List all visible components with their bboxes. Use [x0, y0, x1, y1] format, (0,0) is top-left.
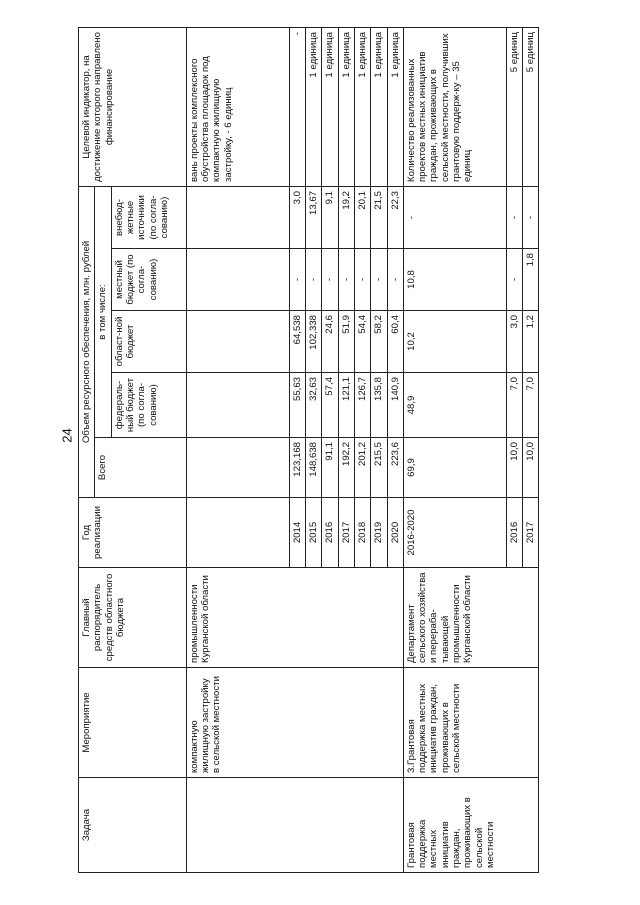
extra-cell: 22,3 [387, 186, 403, 248]
regional-cell: 64,538 [289, 311, 305, 373]
total-cell: 201,2 [354, 438, 370, 498]
federal-cell: 121,1 [338, 373, 354, 438]
measure-cell: 3.Грантовая поддержка местных инициатив граждан, проживающих в сельской местности [403, 668, 539, 778]
local-cell: - [387, 249, 403, 311]
local-cell: - [506, 249, 522, 311]
header-funding: Объем ресурсного обеспечения, млн. рублей [79, 186, 95, 497]
total-cell: 10,0 [506, 438, 522, 498]
total-cell: 69,9 [403, 438, 506, 498]
manager-cell: Департамент сельского хозяйства и перераба-тывающей промышленности Курганской области [403, 568, 539, 668]
federal-cell: 57,4 [322, 373, 338, 438]
extra-cell: 20,1 [354, 186, 370, 248]
task-cell: Грантовая поддержка местных инициатив граждан, проживающих в сельской местности [403, 778, 539, 873]
header-task: Задача [79, 778, 187, 873]
year-cell: 2019 [371, 498, 387, 568]
indicator-cell: 1 единица [322, 27, 338, 186]
year-cell: 2014 [289, 498, 305, 568]
header-local: местный бюджет (по согла-сованию) [111, 249, 186, 311]
header-regional: област-ной бюджет [111, 311, 186, 373]
task-cell [186, 778, 403, 873]
local-cell: 10,8 [403, 249, 506, 311]
header-manager: Главный распорядитель средств областного бюджета [79, 568, 187, 668]
regional-cell: 24,6 [322, 311, 338, 373]
federal-cell: 32,63 [305, 373, 321, 438]
federal-cell: 55,63 [289, 373, 305, 438]
year-cell: 2016 [322, 498, 338, 568]
header-indicator: Целевой индикатор, на достижение которого направлено финансирование [79, 27, 187, 186]
total-cell: 91,1 [322, 438, 338, 498]
extra-cell: - [403, 186, 506, 248]
extra-cell: 21,5 [371, 186, 387, 248]
year-cell: 2017 [338, 498, 354, 568]
header-extra: внебюд-жетные источники (по согла-сованию) [111, 186, 186, 248]
extra-cell: 3,0 [289, 186, 305, 248]
federal-cell: 7,0 [506, 373, 522, 438]
total-cell: 215,5 [371, 438, 387, 498]
indicator-cell: Количество реализованных проектов местных инициатив граждан, проживающих в сельской местности, получивших грантовую поддерж-ку – 35 единиц [403, 27, 506, 186]
federal-cell: 126,7 [354, 373, 370, 438]
regional-cell: 58,2 [371, 311, 387, 373]
page-number: 24 [59, 428, 75, 443]
indicator-cell: 5 единиц [523, 27, 539, 186]
extra-cell: 19,2 [338, 186, 354, 248]
extra-cell: 9,1 [322, 186, 338, 248]
federal-cell: 140,9 [387, 373, 403, 438]
rotated-table-wrapper [78, 28, 608, 873]
total-cell: 223,6 [387, 438, 403, 498]
year-cell: 2018 [354, 498, 370, 568]
total-cell: 123,168 [289, 438, 305, 498]
manager-cell: промышленности Курганской области [186, 568, 403, 668]
regional-cell: 60,4 [387, 311, 403, 373]
measure-cell: компактную жилищную застройку в сельской местности [186, 668, 403, 778]
header-measure: Мероприятие [79, 668, 187, 778]
federal-cell: 135,8 [371, 373, 387, 438]
indicator-cell: 1 единица [305, 27, 321, 186]
local-cell: - [305, 249, 321, 311]
funding-table [78, 27, 539, 873]
year-cell: 2015 [305, 498, 321, 568]
indicator-cell: 1 единица [338, 27, 354, 186]
indicator-cell: 5 единиц [506, 27, 522, 186]
header-including: в том числе: [95, 186, 111, 437]
header-row-1 [79, 27, 95, 872]
total-cell: 192,2 [338, 438, 354, 498]
header-year: Год реализации [79, 498, 187, 568]
local-cell: - [322, 249, 338, 311]
year-cell: 2020 [387, 498, 403, 568]
indicator-cell: 1 единица [354, 27, 370, 186]
local-cell: - [371, 249, 387, 311]
regional-cell: 1,2 [523, 311, 539, 373]
year-cell: 2017 [523, 498, 539, 568]
federal-cell: 7,0 [523, 373, 539, 438]
year-cell: 2016 [506, 498, 522, 568]
local-cell: - [354, 249, 370, 311]
extra-cell: 13,67 [305, 186, 321, 248]
table-row [186, 27, 289, 872]
regional-cell: 54,4 [354, 311, 370, 373]
local-cell: - [289, 249, 305, 311]
total-cell: 10,0 [523, 438, 539, 498]
table-row [403, 27, 506, 872]
header-federal: федераль-ный бюджет (по согла-сованию) [111, 373, 186, 438]
regional-cell: 102,338 [305, 311, 321, 373]
local-cell: 1,8 [523, 249, 539, 311]
extra-cell: - [506, 186, 522, 248]
extra-cell: - [523, 186, 539, 248]
regional-cell: 10,2 [403, 311, 506, 373]
indicator-cell: 1 единица [371, 27, 387, 186]
federal-cell: 48,9 [403, 373, 506, 438]
regional-cell: 51,9 [338, 311, 354, 373]
header-total: Всего [95, 438, 186, 498]
total-cell: 148,638 [305, 438, 321, 498]
year-cell: 2016-2020 [403, 498, 506, 568]
indicator-cell: вань проекты комплексного обустройства площадок под компактную жилищную застройку, - 6 единиц [186, 27, 289, 186]
indicator-cell: - [289, 27, 305, 186]
local-cell: - [338, 249, 354, 311]
regional-cell: 3,0 [506, 311, 522, 373]
indicator-cell: 1 единица [387, 27, 403, 186]
